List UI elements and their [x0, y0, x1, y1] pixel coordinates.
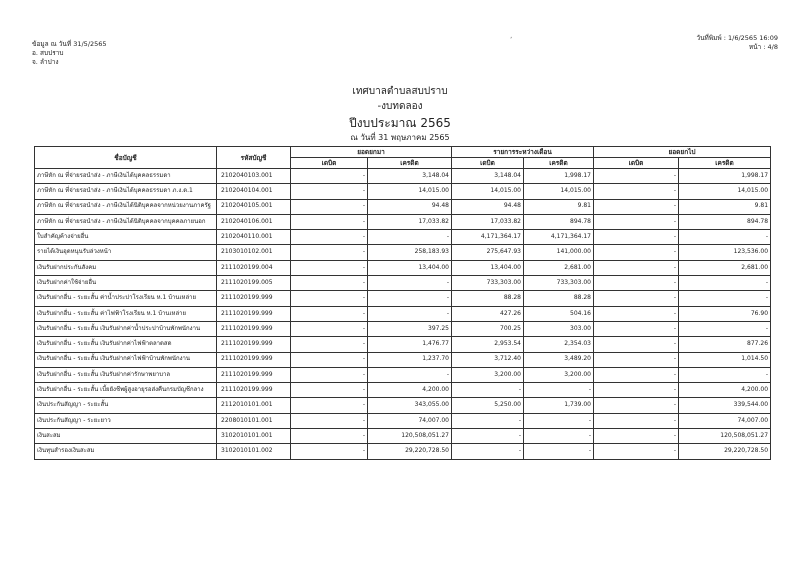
header-credit: เครดิต	[524, 158, 594, 169]
district: อ. สบปราบ	[32, 49, 64, 57]
header-debit: เดบิต	[452, 158, 524, 169]
account-code-cell: 2111020199.999	[217, 383, 291, 398]
table-row	[35, 337, 771, 352]
account-code-cell: 2208010101.001	[217, 413, 291, 428]
carried-credit-cell: 9.81	[679, 199, 771, 214]
scan-mark: ʼ	[510, 36, 513, 44]
carried-debit-cell: -	[594, 169, 679, 184]
carried-debit-cell: -	[594, 352, 679, 367]
carried-debit-cell: -	[594, 398, 679, 413]
carried-credit-cell: 1,014.50	[679, 352, 771, 367]
account-code-cell: 2111020199.999	[217, 306, 291, 321]
movement-credit-cell: 733,303.00	[524, 276, 594, 291]
header-carried-forward: ยอดยกไป	[594, 147, 771, 158]
table-row	[35, 291, 771, 306]
carried-credit-cell: 29,220,728.50	[679, 444, 771, 459]
account-name-cell: ภาษีหัก ณ ที่จ่ายรอนำส่ง - ภาษีเงินได้บุคคลธรรมดา ภ.ง.ด.1	[35, 184, 217, 199]
carried-debit-cell: -	[594, 276, 679, 291]
brought-credit-cell: -	[368, 367, 452, 382]
account-name-cell: เงินรับฝากประกันสังคม	[35, 260, 217, 275]
carried-credit-cell: 4,200.00	[679, 383, 771, 398]
brought-credit-cell: 94.48	[368, 199, 452, 214]
brought-debit-cell: -	[291, 398, 368, 413]
carried-debit-cell: -	[594, 444, 679, 459]
account-name-cell: เงินประกันสัญญา - ระยะสั้น	[35, 398, 217, 413]
movement-credit-cell: 141,000.00	[524, 245, 594, 260]
header-credit: เครดิต	[368, 158, 452, 169]
carried-debit-cell: -	[594, 306, 679, 321]
province: จ. ลำปาง	[32, 58, 59, 66]
brought-credit-cell: -	[368, 306, 452, 321]
account-name-cell: เงินประกันสัญญา - ระยะยาว	[35, 413, 217, 428]
brought-debit-cell: -	[291, 444, 368, 459]
brought-debit-cell: -	[291, 321, 368, 336]
carried-credit-cell: -	[679, 230, 771, 245]
account-code-cell: 2102040110.001	[217, 230, 291, 245]
header-code: รหัสบัญชี	[217, 147, 291, 169]
table-row	[35, 230, 771, 245]
brought-credit-cell: 397.25	[368, 321, 452, 336]
table-row	[35, 169, 771, 184]
carried-credit-cell: 76.90	[679, 306, 771, 321]
table-row	[35, 199, 771, 214]
carried-debit-cell: -	[594, 337, 679, 352]
as-of-date: ณ วันที่ 31 พฤษภาคม 2565	[350, 133, 450, 142]
movement-debit-cell: -	[452, 429, 524, 444]
table-row	[35, 260, 771, 275]
carried-credit-cell: -	[679, 367, 771, 382]
brought-debit-cell: -	[291, 367, 368, 382]
fiscal-year: ปีงบประมาณ 2565	[349, 116, 451, 130]
movement-debit-cell: -	[452, 444, 524, 459]
account-name-cell: เงินรับฝากอื่น - ระยะสั้น ค่าน้ำประปาโรงเรียน ห.1 บ้านเหล่าย	[35, 291, 217, 306]
account-code-cell: 2111020199.999	[217, 291, 291, 306]
movement-credit-cell: 88.28	[524, 291, 594, 306]
account-code-cell: 3102010101.001	[217, 429, 291, 444]
account-code-cell: 2112010101.001	[217, 398, 291, 413]
movement-debit-cell: 88.28	[452, 291, 524, 306]
carried-debit-cell: -	[594, 245, 679, 260]
brought-credit-cell: -	[368, 276, 452, 291]
brought-credit-cell: 13,404.00	[368, 260, 452, 275]
table-body	[35, 169, 771, 460]
brought-credit-cell: 29,220,728.50	[368, 444, 452, 459]
account-code-cell: 2111020199.999	[217, 321, 291, 336]
movement-debit-cell: 14,015.00	[452, 184, 524, 199]
carried-debit-cell: -	[594, 367, 679, 382]
movement-credit-cell: 894.78	[524, 214, 594, 229]
brought-debit-cell: -	[291, 184, 368, 199]
account-code-cell: 2102040103.001	[217, 169, 291, 184]
movement-debit-cell: 2,953.54	[452, 337, 524, 352]
movement-credit-cell: 3,489.20	[524, 352, 594, 367]
header-debit: เดบิต	[291, 158, 368, 169]
movement-debit-cell: 17,033.82	[452, 214, 524, 229]
account-name-cell: เงินรับฝากอื่น - ระยะสั้น เงินรับฝากค่าไฟฟ้าตลาดสด	[35, 337, 217, 352]
table-row	[35, 444, 771, 459]
movement-credit-cell: -	[524, 429, 594, 444]
carried-debit-cell: -	[594, 321, 679, 336]
carried-credit-cell: 120,508,051.27	[679, 429, 771, 444]
carried-debit-cell: -	[594, 383, 679, 398]
brought-debit-cell: -	[291, 245, 368, 260]
movement-debit-cell: 700.25	[452, 321, 524, 336]
movement-credit-cell: 1,739.00	[524, 398, 594, 413]
movement-credit-cell: -	[524, 383, 594, 398]
brought-credit-cell: 120,508,051.27	[368, 429, 452, 444]
account-name-cell: เงินสะสม	[35, 429, 217, 444]
movement-debit-cell: 427.26	[452, 306, 524, 321]
movement-debit-cell: 5,250.00	[452, 398, 524, 413]
brought-debit-cell: -	[291, 214, 368, 229]
account-name-cell: เงินรับฝากอื่น - ระยะสั้น เงินรับฝากค่าไฟฟ้าบ้านพักพนักงาน	[35, 352, 217, 367]
account-name-cell: เงินรับฝากอื่น - ระยะสั้น เงินรับฝากค่ารักษาพยาบาล	[35, 367, 217, 382]
header-movement: รายการระหว่างเดือน	[452, 147, 594, 158]
movement-credit-cell: -	[524, 413, 594, 428]
brought-credit-cell: 343,055.00	[368, 398, 452, 413]
brought-debit-cell: -	[291, 383, 368, 398]
carried-debit-cell: -	[594, 184, 679, 199]
table-row	[35, 214, 771, 229]
brought-debit-cell: -	[291, 230, 368, 245]
movement-credit-cell: -	[524, 444, 594, 459]
account-code-cell: 3102010101.002	[217, 444, 291, 459]
header-credit: เครดิต	[679, 158, 771, 169]
account-name-cell: ภาษีหัก ณ ที่จ่ายรอนำส่ง - ภาษีเงินได้บุคคลธรรมดา	[35, 169, 217, 184]
brought-credit-cell: 17,033.82	[368, 214, 452, 229]
account-name-cell: เงินรับฝากอื่น - ระยะสั้น เงินรับฝากค่าน้ำประปาบ้านพักพนักงาน	[35, 321, 217, 336]
brought-debit-cell: -	[291, 429, 368, 444]
data-date: ข้อมูล ณ วันที่ 31/5/2565	[32, 40, 107, 48]
account-code-cell: 2111020199.005	[217, 276, 291, 291]
brought-credit-cell: 74,007.00	[368, 413, 452, 428]
movement-debit-cell: 4,171,364.17	[452, 230, 524, 245]
movement-debit-cell: 3,712.40	[452, 352, 524, 367]
brought-credit-cell: 258,183.93	[368, 245, 452, 260]
carried-debit-cell: -	[594, 260, 679, 275]
movement-credit-cell: 504.16	[524, 306, 594, 321]
brought-credit-cell: 14,015.00	[368, 184, 452, 199]
movement-credit-cell: 4,171,364.17	[524, 230, 594, 245]
carried-credit-cell: -	[679, 276, 771, 291]
account-name-cell: ภาษีหัก ณ ที่จ่ายรอนำส่ง - ภาษีเงินได้นิติบุคคลจากบุคคลภายนอก	[35, 214, 217, 229]
doc-title: -งบทดลอง	[377, 101, 423, 112]
carried-credit-cell: 2,681.00	[679, 260, 771, 275]
movement-credit-cell: 9.81	[524, 199, 594, 214]
account-name-cell: ภาษีหัก ณ ที่จ่ายรอนำส่ง - ภาษีเงินได้นิติบุคคลจากหน่วยงานภาครัฐ	[35, 199, 217, 214]
carried-debit-cell: -	[594, 413, 679, 428]
brought-debit-cell: -	[291, 169, 368, 184]
movement-debit-cell: 733,303.00	[452, 276, 524, 291]
table-row	[35, 367, 771, 382]
brought-debit-cell: -	[291, 291, 368, 306]
print-date: วันที่พิมพ์ : 1/6/2565 16:09	[696, 34, 778, 42]
trial-balance-table	[34, 146, 771, 460]
movement-debit-cell: 94.48	[452, 199, 524, 214]
brought-debit-cell: -	[291, 199, 368, 214]
brought-credit-cell: -	[368, 291, 452, 306]
account-code-cell: 2102040104.001	[217, 184, 291, 199]
movement-credit-cell: 1,998.17	[524, 169, 594, 184]
movement-debit-cell: -	[452, 413, 524, 428]
header-account: ชื่อบัญชี	[35, 147, 217, 169]
movement-debit-cell: 13,404.00	[452, 260, 524, 275]
movement-credit-cell: 3,200.00	[524, 367, 594, 382]
table-row	[35, 245, 771, 260]
account-code-cell: 2111020199.999	[217, 367, 291, 382]
carried-debit-cell: -	[594, 214, 679, 229]
movement-debit-cell: 3,148.04	[452, 169, 524, 184]
table-row	[35, 321, 771, 336]
account-code-cell: 2111020199.999	[217, 337, 291, 352]
org-title: เทศบาลตำบลสบปราบ	[352, 86, 448, 97]
brought-debit-cell: -	[291, 337, 368, 352]
carried-debit-cell: -	[594, 291, 679, 306]
brought-credit-cell: 3,148.04	[368, 169, 452, 184]
movement-credit-cell: 303.00	[524, 321, 594, 336]
brought-credit-cell: 1,476.77	[368, 337, 452, 352]
carried-debit-cell: -	[594, 199, 679, 214]
table-row	[35, 352, 771, 367]
carried-credit-cell: -	[679, 291, 771, 306]
movement-credit-cell: 2,354.03	[524, 337, 594, 352]
carried-credit-cell: 123,536.00	[679, 245, 771, 260]
table-row	[35, 184, 771, 199]
account-name-cell: เงินรับฝากอื่น - ระยะสั้น เบี้ยยังชีพผู้สูงอายุรอส่งคืนกรมบัญชีกลาง	[35, 383, 217, 398]
brought-debit-cell: -	[291, 306, 368, 321]
account-code-cell: 2102040105.001	[217, 199, 291, 214]
report-meta-right	[696, 34, 778, 52]
page-number: หน้า : 4/8	[748, 43, 778, 51]
carried-credit-cell: -	[679, 321, 771, 336]
movement-debit-cell: 275,647.93	[452, 245, 524, 260]
brought-credit-cell: -	[368, 230, 452, 245]
carried-credit-cell: 877.26	[679, 337, 771, 352]
account-code-cell: 2103010102.001	[217, 245, 291, 260]
carried-debit-cell: -	[594, 429, 679, 444]
brought-debit-cell: -	[291, 260, 368, 275]
account-name-cell: รายได้เงินอุดหนุนรับล่วงหน้า	[35, 245, 217, 260]
header-debit: เดบิต	[594, 158, 679, 169]
report-meta-left	[32, 40, 107, 67]
brought-debit-cell: -	[291, 352, 368, 367]
carried-credit-cell: 339,544.00	[679, 398, 771, 413]
table-row	[35, 306, 771, 321]
brought-credit-cell: 1,237.70	[368, 352, 452, 367]
carried-credit-cell: 74,007.00	[679, 413, 771, 428]
account-code-cell: 2102040106.001	[217, 214, 291, 229]
account-code-cell: 2111020199.004	[217, 260, 291, 275]
brought-debit-cell: -	[291, 276, 368, 291]
carried-debit-cell: -	[594, 230, 679, 245]
account-name-cell: เงินทุนสำรองเงินสะสม	[35, 444, 217, 459]
brought-credit-cell: 4,200.00	[368, 383, 452, 398]
table-row	[35, 413, 771, 428]
carried-credit-cell: 1,998.17	[679, 169, 771, 184]
header-brought-forward: ยอดยกมา	[291, 147, 452, 158]
carried-credit-cell: 894.78	[679, 214, 771, 229]
brought-debit-cell: -	[291, 413, 368, 428]
account-name-cell: เงินรับฝากค่าใช้จ่ายอื่น	[35, 276, 217, 291]
movement-credit-cell: 14,015.00	[524, 184, 594, 199]
account-code-cell: 2111020199.999	[217, 352, 291, 367]
table-row	[35, 276, 771, 291]
movement-debit-cell: 3,200.00	[452, 367, 524, 382]
movement-credit-cell: 2,681.00	[524, 260, 594, 275]
movement-debit-cell: -	[452, 383, 524, 398]
account-name-cell: ใบสำคัญค้างจ่ายอื่น	[35, 230, 217, 245]
account-name-cell: เงินรับฝากอื่น - ระยะสั้น ค่าไฟฟ้าโรงเรียน ห.1 บ้านเหล่าย	[35, 306, 217, 321]
table-row	[35, 398, 771, 413]
table-row	[35, 429, 771, 444]
table-row	[35, 383, 771, 398]
carried-credit-cell: 14,015.00	[679, 184, 771, 199]
